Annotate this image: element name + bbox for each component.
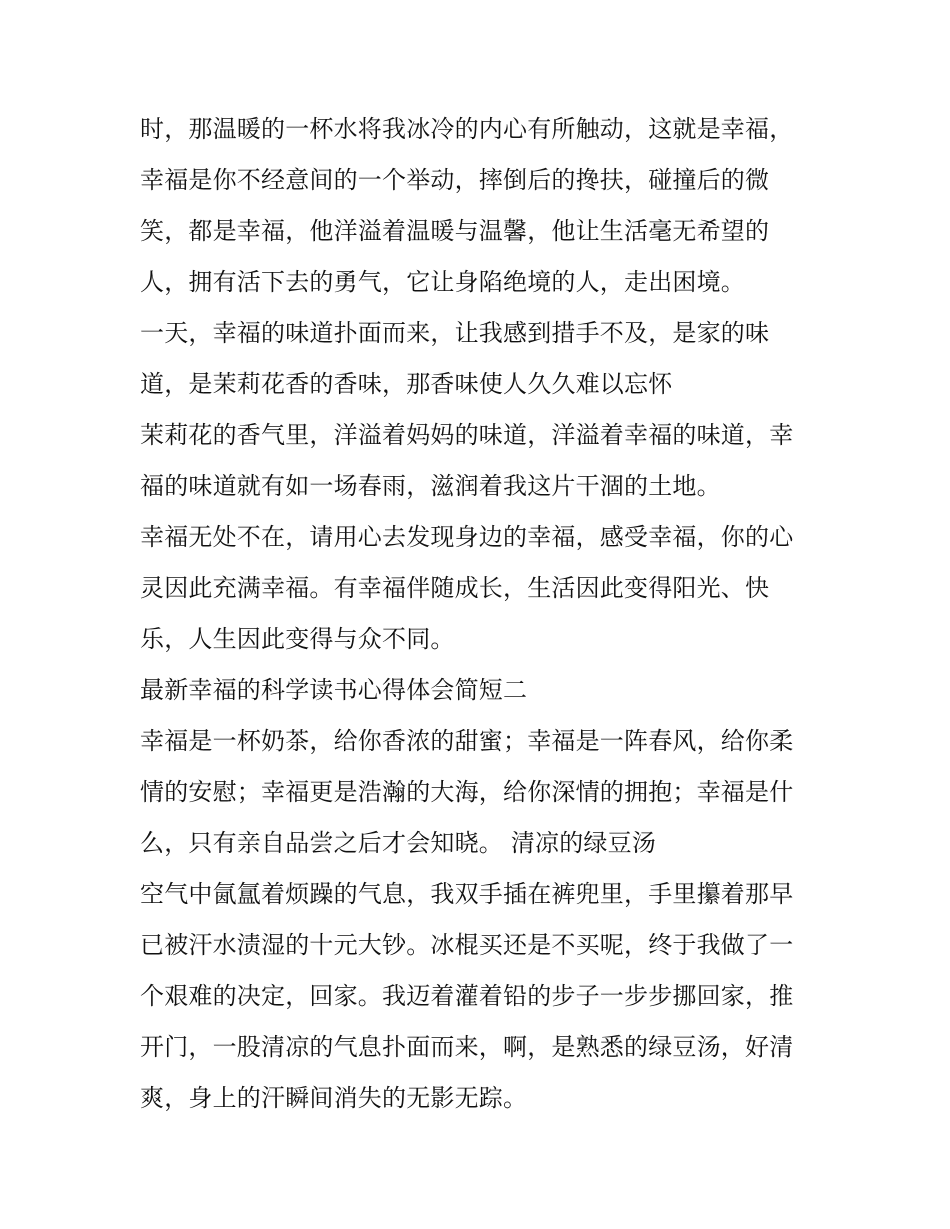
section-heading: 最新幸福的科学读书心得体会简短二 xyxy=(140,676,528,704)
text-line: 爽，身上的汗瞬间消失的无影无踪。 xyxy=(140,1084,528,1112)
text-line: 开门，一股清凉的气息扑面而来，啊，是熟悉的绿豆汤，好清 xyxy=(140,1033,794,1061)
text-line: 幸福无处不在，请用心去发现身边的幸福，感受幸福，你的心 xyxy=(140,523,794,551)
text-line: 一天，幸福的味道扑面而来，让我感到措手不及，是家的味 xyxy=(140,319,770,347)
text-line: 乐，人生因此变得与众不同。 xyxy=(140,625,455,653)
text-line: 人，拥有活下去的勇气，它让身陷绝境的人，走出困境。 xyxy=(140,268,745,296)
text-line: 时，那温暖的一杯水将我冰冷的内心有所触动，这就是幸福， xyxy=(140,115,794,143)
text-line: 笑，都是幸福，他洋溢着温暖与温馨，他让生活毫无希望的 xyxy=(140,217,770,245)
text-line: 茉莉花的香气里，洋溢着妈妈的味道，洋溢着幸福的味道，幸 xyxy=(140,421,794,449)
text-line: 道，是茉莉花香的香味，那香味使人久久难以忘怀 xyxy=(140,370,673,398)
text-line: 福的味道就有如一场春雨，滋润着我这片干涸的土地。 xyxy=(140,472,721,500)
text-line: 幸福是一杯奶茶，给你香浓的甜蜜；幸福是一阵春风，给你柔 xyxy=(140,727,794,755)
text-line: 灵因此充满幸福。有幸福伴随成长，生活因此变得阳光、快 xyxy=(140,574,770,602)
text-line: 么，只有亲自品尝之后才会知晓。 清凉的绿豆汤 xyxy=(140,829,657,857)
text-line: 幸福是你不经意间的一个举动，摔倒后的搀扶，碰撞后的微 xyxy=(140,166,770,194)
text-line: 已被汗水渍湿的十元大钞。冰棍买还是不买呢，终于我做了一 xyxy=(140,931,794,959)
document-body xyxy=(140,104,820,1124)
text-line: 空气中氤氲着烦躁的气息，我双手插在裤兜里，手里攥着那早 xyxy=(140,880,794,908)
text-line: 个艰难的决定，回家。我迈着灌着铅的步子一步步挪回家，推 xyxy=(140,982,794,1010)
text-line: 情的安慰；幸福更是浩瀚的大海，给你深情的拥抱；幸福是什 xyxy=(140,778,794,806)
